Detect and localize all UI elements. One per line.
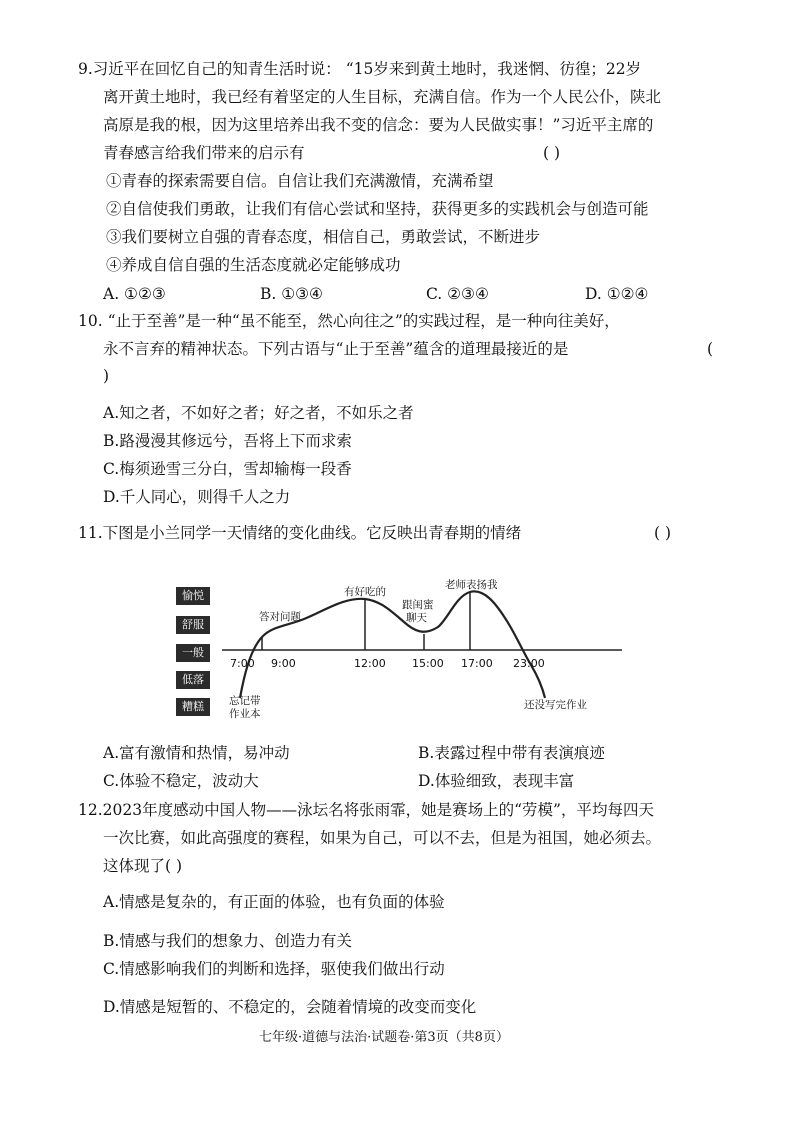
q9-option-c[interactable]: C. ②③④ xyxy=(426,285,489,303)
annotation-forgot-1: 忘记带 xyxy=(229,695,261,707)
page-footer: 七年级·道德与法治·试题卷·第3页（共8页） xyxy=(259,1030,509,1045)
level-label-low: 低落 xyxy=(176,671,210,689)
time-tick-23: 23:00 xyxy=(513,657,545,670)
q11-option-b[interactable]: B.表露过程中带有表演痕迹 xyxy=(418,744,605,762)
q12-stem-line-3: 这体现了( ) xyxy=(103,857,183,875)
time-tick-12: 12:00 xyxy=(354,657,386,670)
annotation-chat-2: 聊天 xyxy=(406,612,427,624)
q12-stem-line-2: 一次比赛，如此高强度的赛程，如果为自己，可以不去，但是为祖国，她必须去。 xyxy=(103,829,662,847)
time-tick-7: 7:00 xyxy=(230,657,255,670)
annotation-forgot-2: 作业本 xyxy=(229,708,261,720)
q9-statement-3: ③我们要树立自强的青春态度，相信自己，勇敢尝试，不断进步 xyxy=(106,228,541,246)
annotation-homework: 还没写完作业 xyxy=(524,699,587,711)
annotation-praise: 老师表扬我 xyxy=(445,579,498,591)
q10-bracket-open: ( xyxy=(707,340,714,358)
q12-stem-line-1: 12.2023年度感动中国人物——泳坛名将张雨霏，她是赛场上的“劳模”，平均每四天 xyxy=(78,801,654,819)
time-tick-9: 9:00 xyxy=(271,657,296,670)
q12-option-d[interactable]: D.情感是短暂的、不稳定的，会随着情境的改变而变化 xyxy=(103,998,477,1016)
q9-statement-2: ②自信使我们勇敢，让我们有信心尝试和坚持，获得更多的实践机会与创造可能 xyxy=(106,200,649,218)
q10-bracket-close: ) xyxy=(103,367,110,385)
q11-stem: 11.下图是小兰同学一天情绪的变化曲线。它反映出青春期的情绪 xyxy=(78,524,522,542)
q9-stem-line-2: 离开黄土地时，我已经有着坚定的人生目标，充满自信。作为一个人民公仆，陕北 xyxy=(103,88,662,106)
q11-option-a[interactable]: A.富有激情和热情，易冲动 xyxy=(103,744,290,762)
q12-option-b[interactable]: B.情感与我们的想象力、创造力有关 xyxy=(103,932,352,950)
annotation-chat-1: 跟闺蜜 xyxy=(402,599,434,611)
q10-option-b[interactable]: B.路漫漫其修远兮，吾将上下而求索 xyxy=(103,432,352,450)
q11-option-c[interactable]: C.体验不稳定，波动大 xyxy=(103,772,259,790)
q9-answer-bracket: ( ) xyxy=(543,144,561,162)
time-tick-17: 17:00 xyxy=(461,657,493,670)
q12-option-c[interactable]: C.情感影响我们的判断和选择，驱使我们做出行动 xyxy=(103,960,445,978)
q9-option-b[interactable]: B. ①③④ xyxy=(260,285,323,303)
q9-option-d[interactable]: D. ①②④ xyxy=(585,285,649,303)
q10-stem-line-1: 10. “止于至善”是一种“虽不能至，然心向往之”的实践过程，是一种向往美好， xyxy=(78,312,620,330)
q9-stem-line-3: 高原是我的根，因为这里培养出我不变的信念：要为人民做实事！”习近平主席的 xyxy=(103,116,654,134)
q10-option-d[interactable]: D.千人同心，则得千人之力 xyxy=(103,488,291,506)
q9-stem-line-1: 9.习近平在回忆自己的知青生活时说： “15岁来到黄土地时，我迷惘、彷徨；22岁 xyxy=(78,60,642,78)
q10-option-a[interactable]: A.知之者，不如好之者；好之者，不如乐之者 xyxy=(103,404,414,422)
q11-answer-bracket: ( ) xyxy=(654,524,672,542)
q9-option-a[interactable]: A. ①②③ xyxy=(103,285,166,303)
q9-statement-1: ①青春的探索需要自信。自信让我们充满激情，充满希望 xyxy=(106,172,494,190)
level-label-bad: 糟糕 xyxy=(176,698,210,716)
q12-option-a[interactable]: A.情感是复杂的，有正面的体验，也有负面的体验 xyxy=(103,893,445,911)
q11-option-d[interactable]: D.体验细致，表现丰富 xyxy=(418,772,575,790)
q10-option-c[interactable]: C.梅须逊雪三分白，雪却输梅一段香 xyxy=(103,460,352,478)
emotion-curve xyxy=(240,591,545,698)
q10-stem-line-2: 永不言弃的精神状态。下列古语与“止于至善”蕴含的道理最接近的是 xyxy=(103,340,569,358)
q9-stem-line-4: 青春感言给我们带来的启示有 xyxy=(103,144,305,162)
annotation-answered: 答对问题 xyxy=(259,611,301,623)
time-tick-15: 15:00 xyxy=(412,657,444,670)
q9-statement-4: ④养成自信自强的生活态度就必定能够成功 xyxy=(106,256,401,274)
level-label-comfortable: 舒服 xyxy=(176,616,210,634)
level-label-joyful: 愉悦 xyxy=(176,587,210,605)
level-label-normal: 一般 xyxy=(176,644,210,662)
annotation-food: 有好吃的 xyxy=(344,586,386,598)
